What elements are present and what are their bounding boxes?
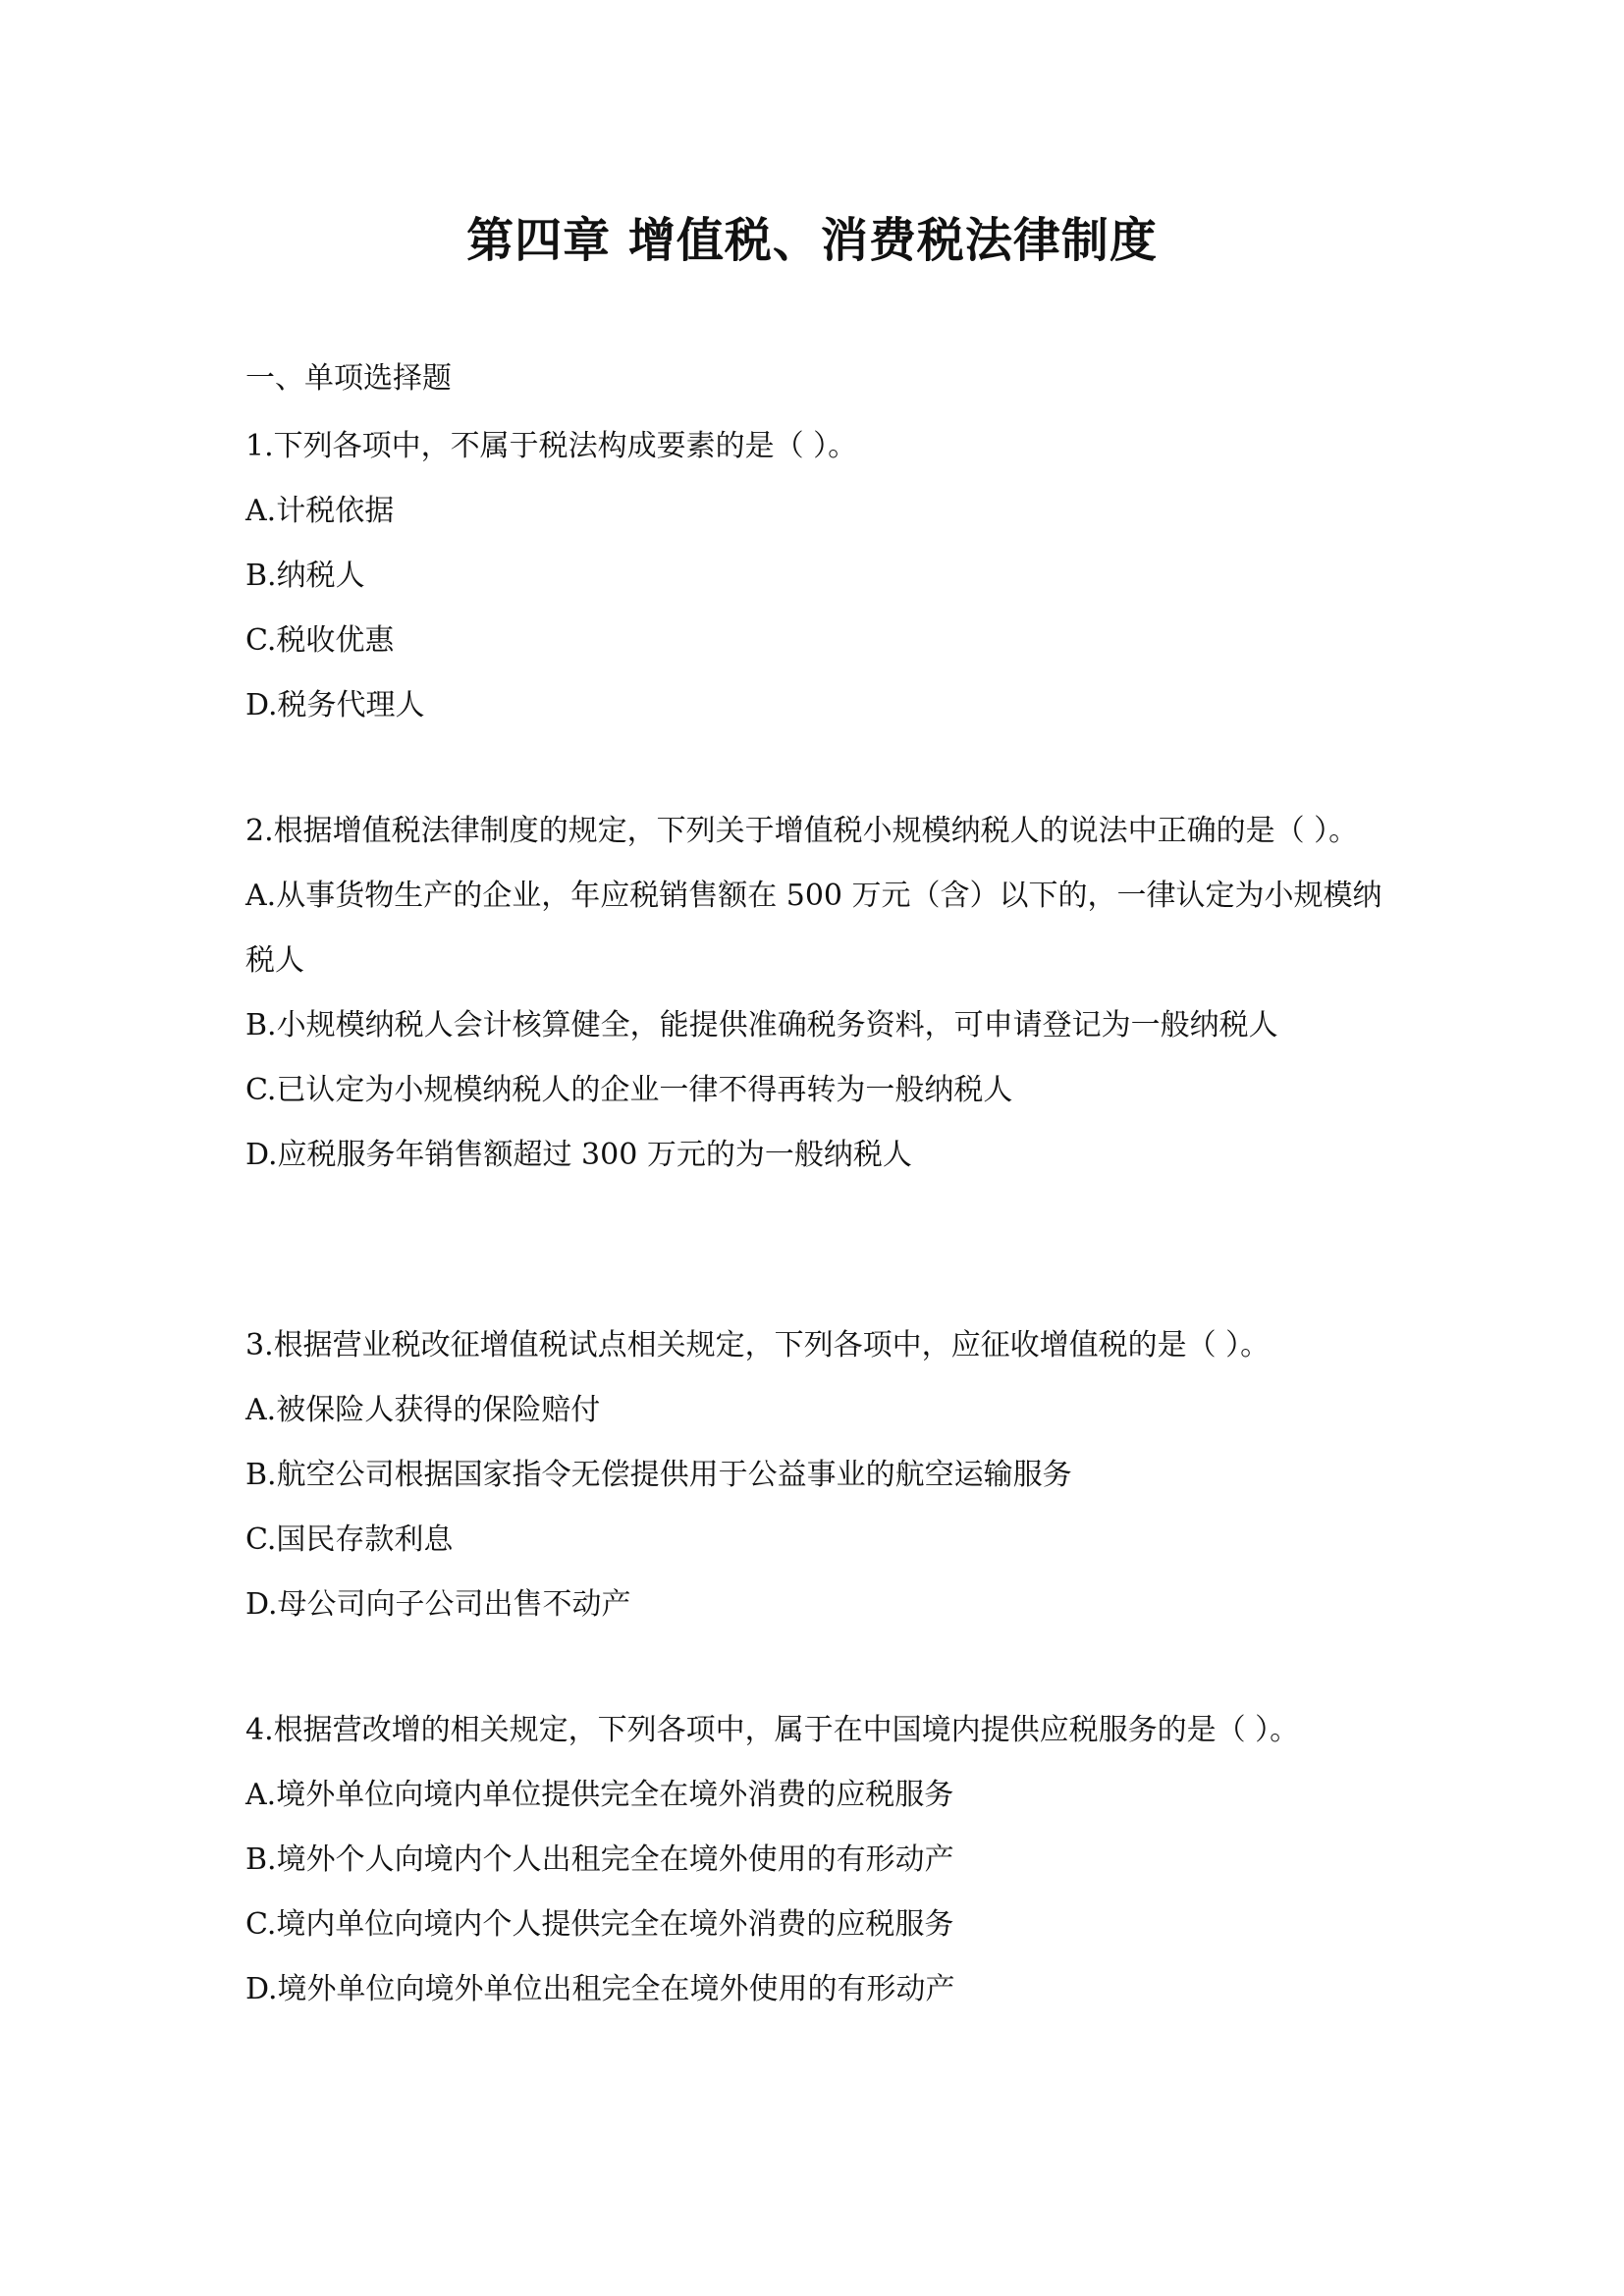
question-2 xyxy=(245,799,1394,1188)
option-c: C.国民存款利息 xyxy=(245,1522,454,1557)
option-a: A.境外单位向境内单位提供完全在境外消费的应税服务 xyxy=(245,1778,954,1812)
question-4 xyxy=(245,1698,1394,2022)
page-title: 第四章 增值税、消费税法律制度 xyxy=(466,213,1158,268)
option-b: B.小规模纳税人会计核算健全，能提供准确税务资料，可申请登记为一般纳税人 xyxy=(245,1008,1278,1042)
question-stem: 4.根据营改增的相关规定，下列各项中，属于在中国境内提供应税服务的是（ ）。 xyxy=(245,1713,1300,1747)
option-d: D.境外单位向境外单位出租完全在境外使用的有形动产 xyxy=(245,1972,955,2006)
option-d: D.母公司向子公司出售不动产 xyxy=(245,1587,631,1622)
question-3 xyxy=(245,1313,1394,1637)
question-stem: 2.根据增值税法律制度的规定，下列关于增值税小规模纳税人的说法中正确的是（ ）。 xyxy=(245,814,1359,848)
option-d: D.税务代理人 xyxy=(245,688,425,722)
option-c: C.税收优惠 xyxy=(245,623,395,658)
option-b: B.航空公司根据国家指令无偿提供用于公益事业的航空运输服务 xyxy=(245,1458,1072,1492)
option-c: C.已认定为小规模纳税人的企业一律不得再转为一般纳税人 xyxy=(245,1073,1013,1107)
question-1 xyxy=(245,414,1394,738)
option-c: C.境内单位向境内个人提供完全在境外消费的应税服务 xyxy=(245,1907,954,1942)
option-b: B.纳税人 xyxy=(245,559,365,593)
section-heading: 一、单项选择题 xyxy=(245,361,452,396)
question-stem: 1.下列各项中，不属于税法构成要素的是（ ）。 xyxy=(245,429,858,463)
option-d: D.应税服务年销售额超过 300 万元的为一般纳税人 xyxy=(245,1138,912,1172)
option-a: A.计税依据 xyxy=(245,494,395,528)
option-a: A.被保险人获得的保险赔付 xyxy=(245,1393,601,1427)
option-b: B.境外个人向境内个人出租完全在境外使用的有形动产 xyxy=(245,1842,954,1877)
option-a: A.从事货物生产的企业，年应税销售额在 500 万元（含）以下的，一律认定为小规模纳税人 xyxy=(245,879,1382,978)
question-stem: 3.根据营业税改征增值税试点相关规定，下列各项中，应征收增值税的是（ ）。 xyxy=(245,1328,1271,1362)
